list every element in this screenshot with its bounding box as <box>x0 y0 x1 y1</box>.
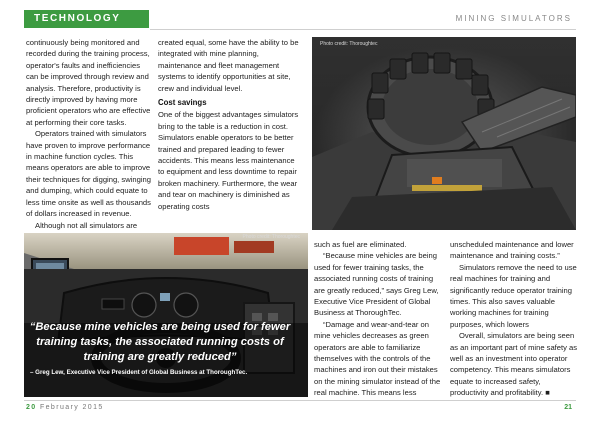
header-rule <box>150 29 576 30</box>
paragraph: Although not all simulators are <box>35 220 138 230</box>
pull-quote-text: “Because mine vehicles are being used for fewer training tasks, the associated running costs of training are greatly reduced” <box>29 321 291 363</box>
paragraph: created equal, some have the ability to be integrated with mine planning, maintenance and fleet management systems to identify opportunities at site, crew and individual level. <box>158 38 299 93</box>
paragraph: Simulators remove the need to use real machines for training and significantly reduce operator training times. This also saves valuable working machines for training purposes, which lowers <box>450 262 577 329</box>
pull-quote-attribution: – Greg Lew, Executive Vice President of Global Business at ThoroughTec. <box>30 369 248 376</box>
page-folio-left <box>26 404 104 411</box>
excavator-photo <box>312 37 576 230</box>
paragraph: “Because mine vehicles are being used for fewer training tasks, the associated running costs of training are greatly reduced,” says Greg Lew, Executive Vice President of Global Business at ThoroughTec. <box>314 251 439 318</box>
paragraph: continuously being monitored and recorded during the training process, operator's faults and inefficiencies can be improved through review and analysis. Therefore, productivity is directly improved by having more proficient operators who are effective at performing their core tasks. <box>26 38 151 127</box>
article-column-3 <box>314 239 444 399</box>
article-column-2 <box>158 37 300 212</box>
section-tag-label: TECHNOLOGY <box>34 13 121 24</box>
footer-rule <box>24 400 576 401</box>
subheading: Cost savings <box>158 98 207 108</box>
paragraph: One of the biggest advantages simulators bring to the table is a reduction in cost. Simulators enable operators to be better trained and prepared leading to fewer accidents. This means less maintenance to equipment and less downtime to repair broken machinery. Furthermore, the wear and tear on machinery is diminished as operating costs <box>158 110 299 211</box>
paragraph: unscheduled maintenance and lower maintenance and training costs.” <box>450 240 574 261</box>
paragraph: Overall, simulators are being seen as an important part of mine safety as well as an investment into operator competency. This means simulators equate to increased safety, productivity and profitability. ■ <box>450 331 578 398</box>
running-head: MINING SIMULATORS <box>455 14 572 23</box>
page-number: 21 <box>564 404 572 411</box>
paragraph: “Damage and wear-and-tear on mine vehicles decreases as green operators are able to familiarize themselves with the controls of the machines and iron out their mistakes on the mining simulator instead of the real machine. This means less <box>314 319 441 398</box>
paragraph: Operators trained with simulators have proven to improve performance in machine function cycles. This means operators are able to improve their techniques for digging, swinging and dumping, which could equate to less time onsite as well as thousands of dollars increased in revenue. <box>26 129 151 219</box>
pull-quote <box>26 320 294 376</box>
page-number: 20 <box>26 404 37 411</box>
section-tag <box>24 10 149 28</box>
photo-credit: Photo credit: Thoroughtec <box>320 41 378 47</box>
bucket-wheel-excavator-image <box>312 37 576 230</box>
issue-date: February 2015 <box>39 404 104 411</box>
article-column-4 <box>450 239 578 399</box>
paragraph: such as fuel are eliminated. <box>314 240 407 249</box>
photo-credit: Photo credit: Thoroughtec <box>242 234 300 240</box>
article-column-1 <box>26 37 152 231</box>
